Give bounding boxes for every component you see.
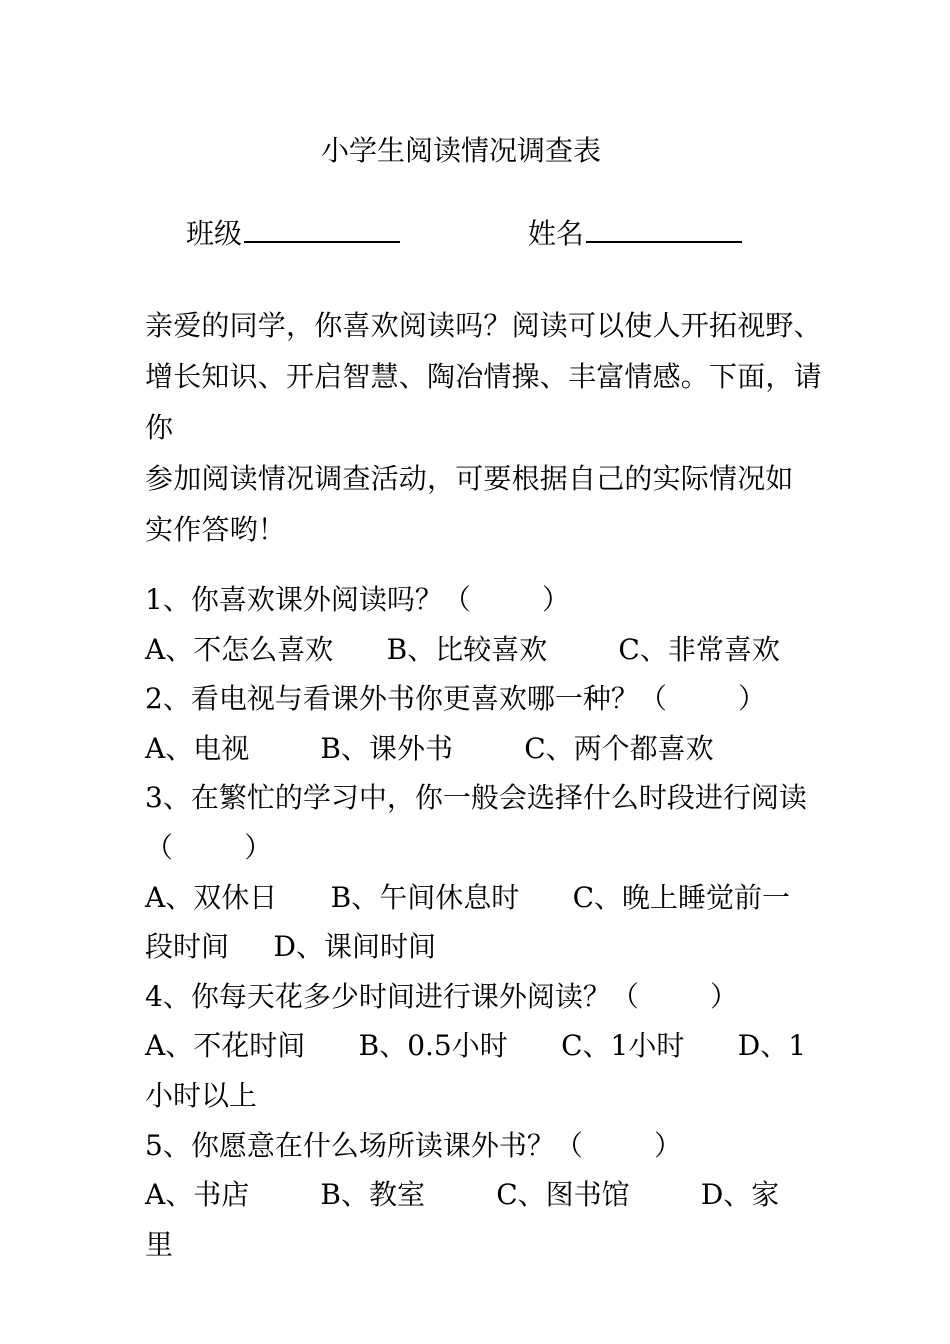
intro-line: 增长知识、开启智慧、陶冶情操、丰富情感。下面，请你 [145,360,822,444]
options-line: 里 [145,1227,174,1261]
options-line: A、双休日 B、午间休息时 C、晚上睡觉前一 [145,880,791,914]
page-title: 小学生阅读情况调查表 [320,134,601,167]
question-line: 2、看电视与看课外书你更喜欢哪一种？（ ） [145,682,767,716]
question-5 [145,1121,825,1270]
class-blank-field[interactable] [244,211,400,243]
survey-content [145,300,825,1269]
question-line: 1、你喜欢课外阅读吗？（ ） [145,583,571,616]
options-line: A、电视 B、课外书 C、两个都喜欢 [145,731,714,765]
options-line: A、不花时间 B、0.5小时 C、1小时 D、1 [145,1029,807,1063]
question-2 [145,674,825,773]
class-label: 班级 [186,217,243,250]
options-line: A、书店 B、教室 C、图书馆 D、家 [145,1178,780,1212]
question-1 [145,575,825,674]
options-line: 段时间 D、课间时间 [145,930,436,964]
question-3 [145,773,825,971]
answer-paren-line: （ ） [145,830,273,864]
question-line: 5、你愿意在什么场所读课外书？（ ） [145,1128,683,1162]
intro-line: 参加阅读情况调查活动，可要根据自己的实际情况如 [145,462,794,495]
name-blank-field[interactable] [586,211,742,243]
question-line: 4、你每天花多少时间进行课外阅读？（ ） [145,979,739,1013]
student-info-row [186,211,742,254]
intro-line: 实作答哟！ [145,513,287,546]
intro-paragraph [145,300,825,555]
question-4 [145,972,825,1121]
options-line: A、不怎么喜欢 B、比较喜欢 C、非常喜欢 [145,632,780,666]
intro-line: 亲爱的同学，你喜欢阅读吗？阅读可以使人开拓视野、 [145,309,822,342]
question-line: 3、在繁忙的学习中，你一般会选择什么时段进行阅读 [145,781,807,815]
options-line: 小时以上 [145,1078,258,1112]
name-label: 姓名 [527,217,584,250]
